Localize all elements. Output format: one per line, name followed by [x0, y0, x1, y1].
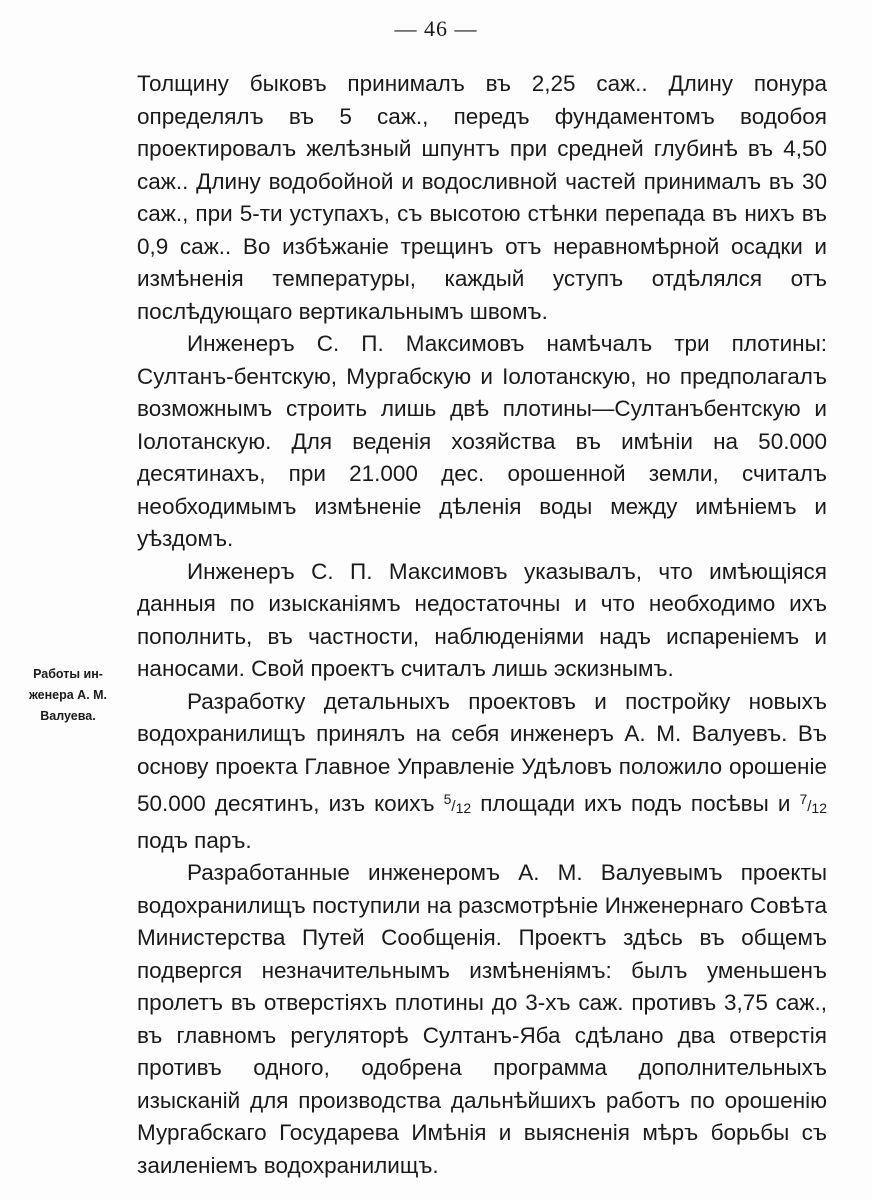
margin-note: [8, 664, 128, 727]
paragraph-text: площади ихъ подъ посѣвы и: [471, 791, 800, 816]
margin-note-line: Валуева.: [40, 709, 96, 723]
paragraph: Инженеръ С. П. Максимовъ указывалъ, что имѣющіяся данныя по изысканіямъ недостаточны и что необходимо ихъ пополнить, въ частности, наблюденіями надъ испареніемъ и наносами. Свой проектъ считалъ лишь эскизнымъ.: [137, 558, 827, 681]
fraction-denominator: 12: [811, 800, 827, 816]
body-text: [137, 68, 827, 1182]
paragraph: [137, 686, 827, 858]
paragraph-text: подъ паръ.: [137, 827, 252, 853]
fraction-numerator: 5: [443, 791, 452, 807]
fraction: $^7/_{12}$: [799, 791, 827, 816]
page-number: — 46 —: [394, 16, 478, 41]
fraction: $^5/_{12}$: [443, 791, 472, 816]
fraction-denominator: 12: [455, 800, 472, 816]
fraction-numerator: 7: [799, 791, 808, 807]
margin-note-line: Работы ин-: [33, 667, 103, 681]
paragraph: Толщину быковъ принималъ въ 2,25 саж.. Длину понура определялъ въ 5 саж., передъ фундаментомъ водобоя проектировалъ желѣзный шпунтъ при средней глубинѣ въ 4,50 саж.. Длину водобойной и водосливной частей принималъ въ 30 саж., при 5-ти уступахъ, съ высотою стѣнки перепада въ нихъ въ 0,9 саж.. Во избѣжаніе трещинъ отъ неравномѣрной осадки и измѣненія температуры, каждый уступъ отдѣлялся отъ послѣдующаго вертикальнымъ швомъ.: [137, 71, 827, 324]
paragraph: Разработанные инженеромъ А. М. Валуевымъ проекты водохранилищъ поступили на разсмотрѣніе Инженернаго Совѣта Министерства Путей Сообщенія. Проектъ здѣсь въ общемъ подвергся незначительнымъ измѣненіямъ: былъ уменьшенъ пролетъ въ отверстіяхъ плотины до 3-хъ саж. противъ 3,75 саж., въ главномъ регуляторѣ Султанъ-Яба сдѣлано два отверстія противъ одного, одобрена программа дополнительныхъ изысканій для производства дальнѣйшихъ работъ по орошенію Мургабскаго Государева Имѣнія и выясненія мѣръ борьбы съ заиленіемъ водохранилищъ.: [137, 860, 827, 1178]
margin-note-line: женера А. М.: [28, 688, 108, 702]
paragraph: Инженеръ С. П. Максимовъ намѣчалъ три плотины: Султанъ-бентскую, Мургабскую и Іолотанскую, но предполагалъ возможнымъ строить лишь двѣ плотины—Султанъбентскую и Іолотанскую. Для веденія хозяйства въ имѣніи на 50.000 десятинахъ, при 21.000 дес. орошенной земли, считалъ необходимымъ измѣненіе дѣленія воды между имѣніемъ и уѣздомъ.: [137, 331, 827, 551]
paragraph-text: Разработку детальныхъ проектовъ и постройку новыхъ водохранилищъ принялъ на себя инженеръ А. М. Валуевъ. Въ основу проекта Главное Управленіе Удѣловъ положило орошеніе 50.000 десятинъ, изъ коихъ: [137, 688, 827, 816]
